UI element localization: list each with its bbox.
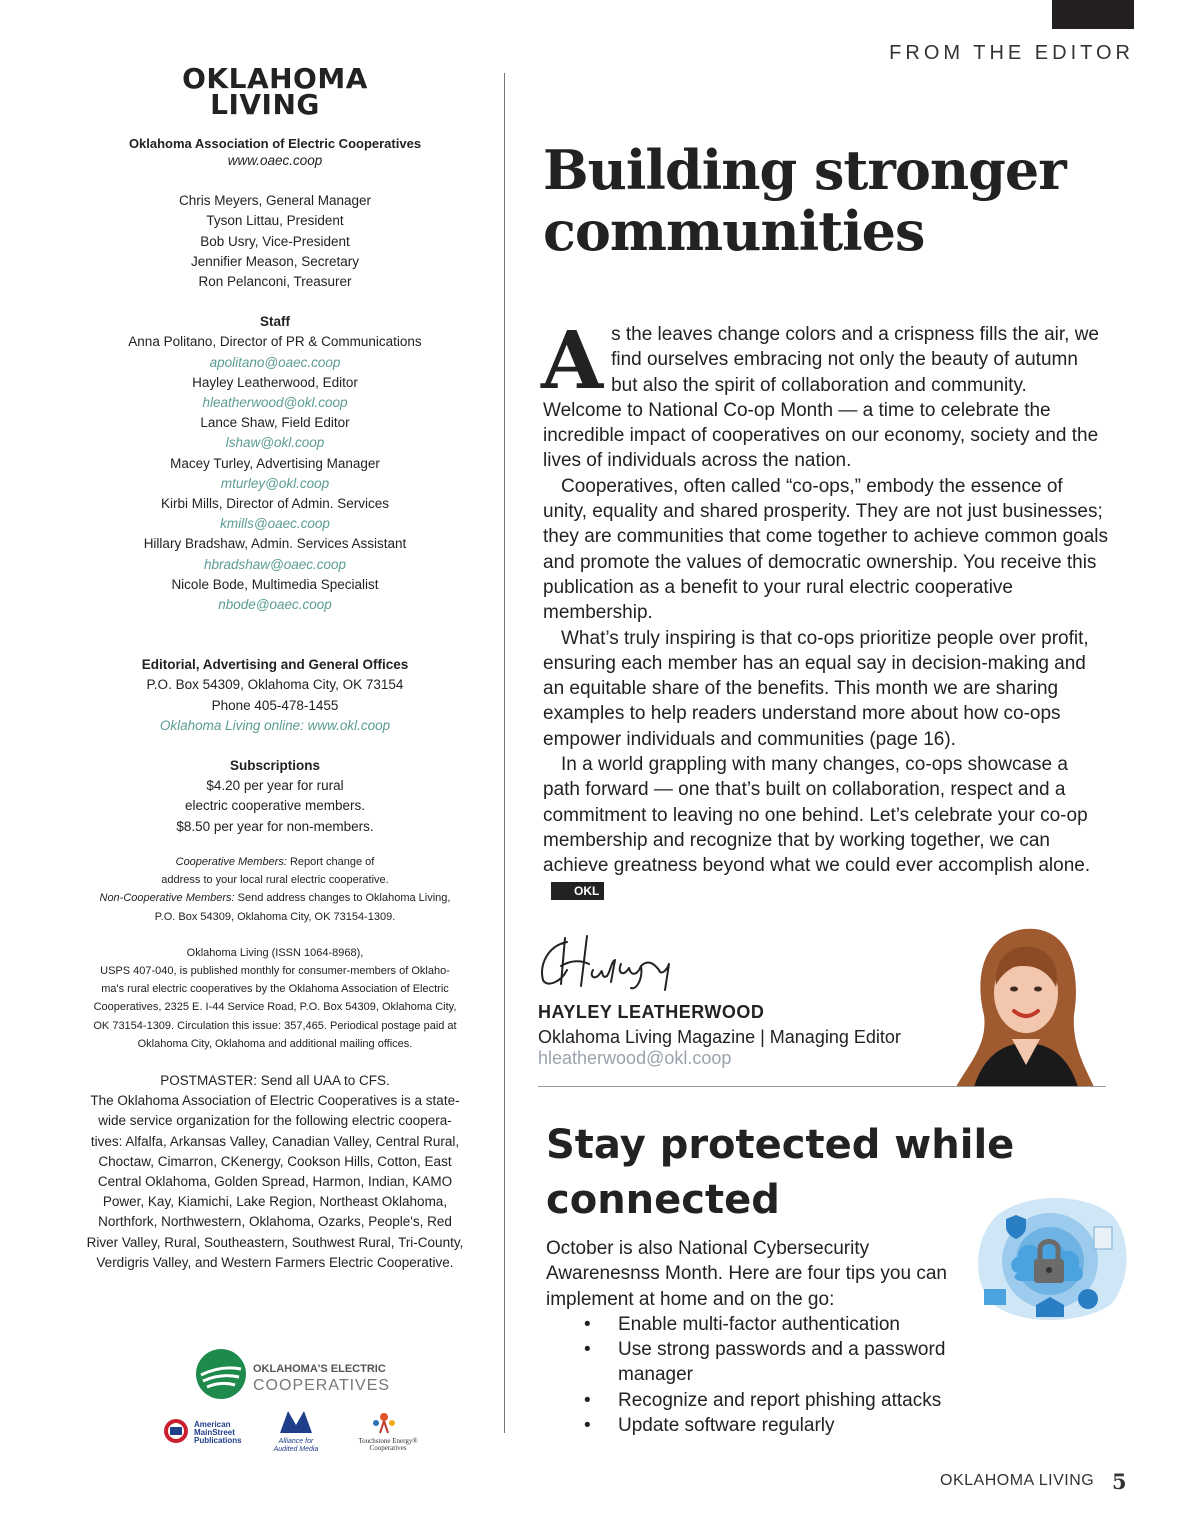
coop-members-label: Cooperative Members: bbox=[175, 855, 287, 868]
postmaster-line: Verdigris Valley, and Western Farmers Electric Cooperative. bbox=[96, 1254, 454, 1270]
cybersecurity-illustration bbox=[970, 1193, 1130, 1325]
subscriptions-heading: Subscriptions bbox=[229, 758, 320, 774]
noncoop-members-label: Non-Cooperative Members: bbox=[99, 892, 235, 905]
cyber-title-line: connected bbox=[546, 1177, 780, 1223]
affiliate-logos bbox=[160, 1405, 440, 1453]
postmaster-line: Power, Kay, Kiamichi, Lake Region, Northeast Oklahoma, bbox=[102, 1194, 448, 1210]
postmaster-line: Northfork, Northwestern, Oklahoma, Ozarks, People's, Red bbox=[98, 1214, 452, 1230]
article-paragraph: Cooperatives, often called “co-ops,” embody the essence of unity, equality and shared prosperity. They are not just businesses; they are communities that come together to achieve common goals and promote the values of democratic ownership. You receive this publication as a benefit to your rural electric cooperative membership. bbox=[543, 475, 1109, 624]
subscriptions-line: electric cooperative members. bbox=[184, 798, 366, 814]
aam-line: Alliance for bbox=[278, 1438, 314, 1445]
cyber-title bbox=[546, 1118, 1016, 1228]
document-icon bbox=[1094, 1227, 1112, 1249]
staff-email[interactable]: kmills@oaec.coop bbox=[220, 516, 330, 532]
staff-role: Hayley Leatherwood, Editor bbox=[192, 374, 358, 390]
article-title-line: communities bbox=[543, 199, 925, 263]
coop-members-text: Report change of bbox=[286, 855, 375, 868]
officer: Bob Usry, Vice-President bbox=[200, 233, 350, 249]
coop-members-text: address to your local rural electric cooperative. bbox=[161, 874, 389, 887]
article-paragraph: In a world grappling with many changes, co-ops showcase a path forward — one that’s built on collaboration, respect and a commitment to leaving no one behind. Let’s celebrate your co-op membership and recognize that by working together, we can achieve greatness beyond what we could ever accomplish alone. bbox=[543, 754, 1091, 877]
page-number: 5 bbox=[1112, 1469, 1127, 1494]
issn-statement bbox=[60, 944, 490, 1053]
list-item: • Enable multi-factor authentication bbox=[546, 1312, 966, 1337]
staff-role: Macey Turley, Advertising Manager bbox=[170, 455, 380, 471]
subscriptions-line: $4.20 per year for rural bbox=[206, 778, 344, 794]
globe-icon bbox=[1078, 1289, 1098, 1309]
cyber-title-line: Stay protected while bbox=[546, 1122, 1015, 1168]
postmaster-statement bbox=[60, 1071, 490, 1273]
issn-line: USPS 407-040, is published monthly for consumer-members of Oklaho- bbox=[100, 964, 450, 977]
staff-heading: Staff bbox=[260, 314, 290, 330]
cyber-tips-list bbox=[546, 1312, 966, 1438]
cyber-content bbox=[546, 1236, 966, 1438]
ams-line: Publications bbox=[194, 1436, 242, 1445]
te-line: Touchstone Energy® bbox=[358, 1437, 418, 1445]
organization-name: Oklahoma Association of Electric Cooperatives bbox=[128, 136, 422, 151]
alliance-for-audited-media-logo bbox=[273, 1411, 319, 1453]
ams-line: American bbox=[194, 1420, 231, 1429]
issn-line: Oklahoma City, Oklahoma and additional mailing offices. bbox=[137, 1037, 413, 1050]
officer: Ron Pelanconi, Treasurer bbox=[198, 274, 352, 290]
american-mainstreet-publications-logo bbox=[164, 1419, 242, 1445]
officer: Tyson Littau, President bbox=[206, 213, 344, 229]
corner-tab bbox=[1052, 0, 1134, 29]
offices-phone: Phone 405-478-1455 bbox=[211, 697, 339, 713]
logo-line-1: OKLAHOMA bbox=[182, 62, 368, 95]
offices-heading: Editorial, Advertising and General Offices bbox=[141, 657, 409, 673]
list-item: • Recognize and report phishing attacks bbox=[546, 1388, 966, 1413]
issn-line: OK 73154-1309. Circulation this issue: 357,465. Periodical postage paid at bbox=[93, 1019, 457, 1032]
offices-address: P.O. Box 54309, Oklahoma City, OK 73154 bbox=[146, 677, 404, 693]
author-title: Oklahoma Living Magazine | Managing Editor bbox=[538, 1027, 901, 1047]
issn-line: Oklahoma Living (ISSN 1064-8968), bbox=[186, 946, 364, 959]
article-paragraph: s the leaves change colors and a crispness fills the air, we find ourselves embracing not only the beauty of autumn but also the spirit of collaboration and community. Welcome to National Co-op Month — a time to celebrate the incredible impact of cooperatives on our economy, society and the lives of individuals across the nation. bbox=[543, 324, 1100, 472]
staff-role: Kirbi Mills, Director of Admin. Services bbox=[160, 496, 390, 512]
drop-cap: A bbox=[541, 313, 604, 407]
author-rule bbox=[538, 1086, 1106, 1087]
postmaster-line: The Oklahoma Association of Electric Cooperatives is a state- bbox=[90, 1093, 460, 1109]
staff-role: Nicole Bode, Multimedia Specialist bbox=[171, 576, 379, 592]
staff-role: Hillary Bradshaw, Admin. Services Assistant bbox=[143, 536, 407, 552]
officer: Chris Meyers, General Manager bbox=[178, 193, 372, 209]
assoc-logo-line-2: COOPERATIVES bbox=[253, 1377, 391, 1394]
assoc-logo-line-1: OKLAHOMA'S ELECTRIC bbox=[253, 1363, 386, 1375]
folder-icon bbox=[984, 1289, 1006, 1305]
logo-line-2: LIVING bbox=[210, 88, 320, 121]
staff-email[interactable]: apolitano@oaec.coop bbox=[209, 354, 341, 370]
noncoop-members-text: Send address changes to Oklahoma Living, bbox=[234, 892, 451, 905]
staff-email[interactable]: hleatherwood@okl.coop bbox=[202, 395, 348, 411]
ams-line: MainStreet bbox=[194, 1428, 235, 1437]
staff-role: Lance Shaw, Field Editor bbox=[200, 415, 350, 431]
officers-list bbox=[60, 191, 490, 292]
noncoop-members-text: P.O. Box 54309, Oklahoma City, OK 73154-1309. bbox=[154, 910, 396, 923]
staff-email[interactable]: nbode@oaec.coop bbox=[218, 597, 332, 613]
list-item: • Update software regularly bbox=[546, 1413, 966, 1438]
touchstone-energy-logo bbox=[358, 1413, 418, 1452]
postmaster-line: POSTMASTER: Send all UAA to CFS. bbox=[160, 1072, 390, 1088]
article-title bbox=[543, 140, 1143, 262]
footer-publication: OKLAHOMA LIVING bbox=[940, 1472, 1095, 1489]
end-mark-badge: OKL bbox=[551, 882, 604, 900]
staff-list bbox=[60, 332, 490, 615]
postmaster-line: wide service organization for the following electric coopera- bbox=[98, 1113, 452, 1129]
oklahomas-electric-cooperatives-logo bbox=[195, 1345, 395, 1403]
address-change-notice bbox=[60, 853, 490, 926]
editor-signature bbox=[537, 930, 697, 992]
postmaster-line: tives: Alfalfa, Arkansas Valley, Canadian Valley, Central Rural, bbox=[90, 1133, 460, 1149]
aam-line: Audited Media bbox=[273, 1446, 319, 1453]
issn-line: Cooperatives, 2325 E. I-44 Service Road, P.O. Box 54309, Oklahoma City, bbox=[93, 1001, 457, 1014]
author-photo bbox=[944, 915, 1106, 1087]
article-body bbox=[541, 313, 1109, 904]
postmaster-line: Choctaw, Cimarron, CKenergy, Cookson Hills, Cotton, East bbox=[98, 1153, 452, 1169]
offices-online-link[interactable]: Oklahoma Living online: www.okl.coop bbox=[159, 717, 391, 733]
issn-line: ma's rural electric cooperatives by the Oklahoma Association of Electric bbox=[101, 983, 449, 996]
article-paragraph: What’s truly inspiring is that co-ops prioritize people over profit, ensuring each member has an equal say in decision-making and an equitable share of the benefits. This month we are sharing examples to help readers understand more about how co-ops empower individuals and communities (page 16). bbox=[543, 627, 1089, 750]
website[interactable]: www.oaec.coop bbox=[227, 153, 323, 168]
staff-email[interactable]: lshaw@okl.coop bbox=[225, 435, 325, 451]
postmaster-line: River Valley, Rural, Southeastern, Southwest Rural, Tri-County, bbox=[86, 1234, 464, 1250]
article-title-line: Building stronger bbox=[543, 138, 1066, 202]
staff-email[interactable]: hbradshaw@oaec.coop bbox=[203, 556, 347, 572]
staff-email[interactable]: mturley@okl.coop bbox=[220, 475, 330, 491]
author-email[interactable]: hleatherwood@okl.coop bbox=[538, 1048, 732, 1068]
officer: Jennifier Meason, Secretary bbox=[190, 253, 360, 269]
subscriptions-line: $8.50 per year for non-members. bbox=[176, 818, 374, 834]
te-line: Cooperatives bbox=[369, 1444, 407, 1452]
postmaster-line: Central Oklahoma, Golden Spread, Harmon, Indian, KAMO bbox=[97, 1173, 453, 1189]
cyber-intro: October is also National Cybersecurity Awarenesnss Month. Here are four tips you can implement at home and on the go: bbox=[546, 1238, 947, 1310]
list-item: • Use strong passwords and a password manager bbox=[546, 1337, 966, 1388]
column-divider bbox=[504, 73, 505, 1433]
staff-role: Anna Politano, Director of PR & Communications bbox=[128, 334, 422, 350]
masthead-column bbox=[60, 62, 490, 1273]
oklahoma-living-logo bbox=[60, 62, 490, 121]
section-label: FROM THE EDITOR bbox=[889, 42, 1134, 64]
author-name: HAYLEY LEATHERWOOD bbox=[538, 1002, 765, 1022]
